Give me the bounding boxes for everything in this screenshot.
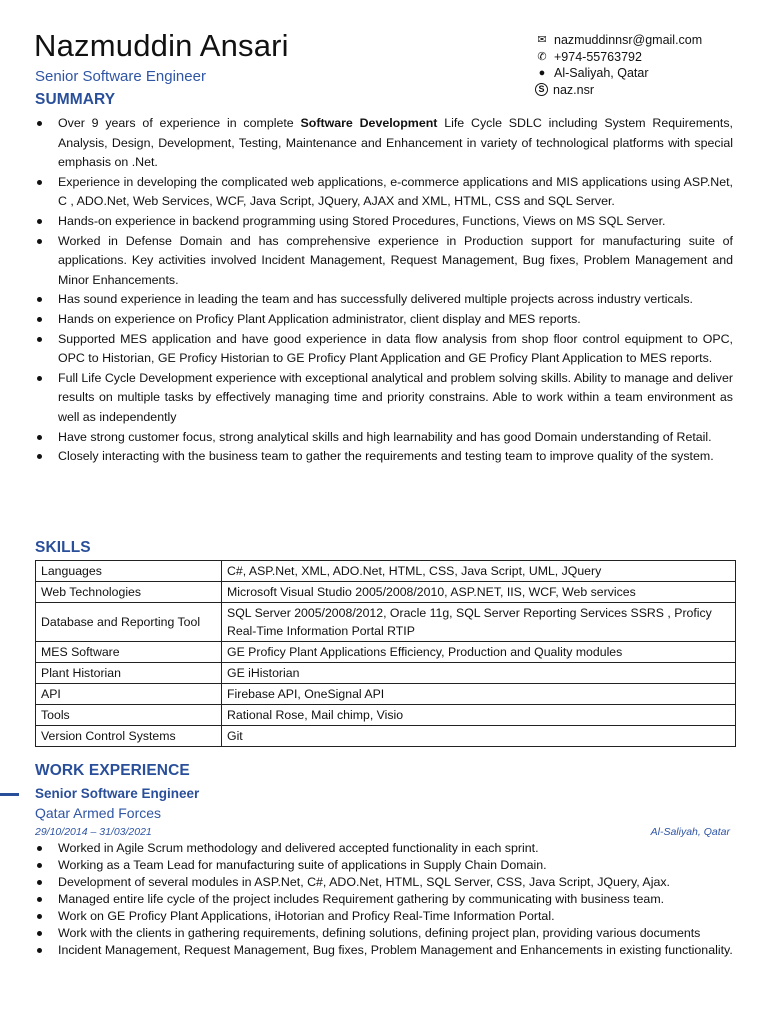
text: Life Cycle SDLC including System Requirements, Analysis, Design, Development, Testing, Maintenance and Enhancement in variety of technological platforms with special emphasis on .Net. [58, 116, 733, 170]
skill-value: Firebase API, OneSignal API [222, 684, 736, 705]
list-item: Hands-on experience in backend programming using Stored Procedures, Functions, Views on MS SQL Server. [35, 212, 733, 232]
skill-value: SQL Server 2005/2008/2012, Oracle 11g, SQL Server Reporting Services SSRS , Proficy Real-Time Information Portal RTIP [222, 603, 736, 642]
table-row [36, 684, 736, 705]
company-name: Qatar Armed Forces [35, 805, 162, 821]
envelope-icon: ✉ [537, 34, 547, 46]
list-item: Full Life Cycle Development experience with exceptional analytical and problem solving skills. Ability to manage and deliver results on multiple tasks by effectively managing time and priority constrains. Able to work within a team environment as well as independently [35, 369, 733, 428]
bold-text: Software Development [300, 116, 438, 130]
table-row [36, 726, 736, 747]
phone-text: +974-55763792 [554, 49, 642, 64]
table-row [36, 603, 736, 642]
contact-email [535, 32, 702, 49]
list-item: Supported MES application and have good experience in data flow analysis from shop floor control equipment to OPC, OPC to Historian, GE Proficy Historian to GE Proficy Plant Application and GE Proficy Plant Application to MES reports. [35, 330, 733, 369]
list-item: Closely interacting with the business team to gather the requirements and testing team to improve quality of the system. [35, 447, 733, 467]
section-marker [0, 793, 19, 796]
table-row [36, 582, 736, 603]
list-item: Incident Management, Request Management, Bug fixes, Problem Management and Enhancements in existing functionality. [35, 942, 733, 959]
skill-value: GE Proficy Plant Applications Efficiency, Production and Quality modules [222, 642, 736, 663]
list-item: Have strong customer focus, strong analytical skills and high learnability and has good Domain understanding of Retail. [35, 428, 733, 448]
summary-list [35, 114, 733, 467]
skype-text: naz.nsr [553, 82, 594, 97]
skill-value: Microsoft Visual Studio 2005/2008/2010, ASP.NET, IIS, WCF, Web services [222, 582, 736, 603]
list-item: Worked in Defense Domain and has comprehensive experience in Production support for manufacturing suite of applications. Key activities involved Incident Management, Request Management, Bug fixes, Problem Management and Minor Enhancements. [35, 232, 733, 291]
skill-value: GE iHistorian [222, 663, 736, 684]
list-item: Worked in Agile Scrum methodology and delivered accepted functionality in each sprint. [35, 840, 733, 857]
list-item: Working as a Team Lead for manufacturing suite of applications in Supply Chain Domain. [35, 857, 733, 874]
contact-phone [535, 49, 702, 66]
skills-heading: SKILLS [35, 539, 91, 556]
contact-skype [535, 82, 702, 99]
candidate-name: Nazmuddin Ansari [34, 28, 289, 63]
email-link[interactable]: nazmuddinnsr@gmail.com [554, 33, 703, 47]
skill-category: Plant Historian [36, 663, 222, 684]
summary-heading: SUMMARY [35, 91, 116, 108]
candidate-title: Senior Software Engineer [35, 68, 206, 85]
contact-location [535, 65, 702, 82]
list-item [35, 114, 733, 173]
list-item: Has sound experience in leading the team and has successfully delivered multiple projects across industry verticals. [35, 290, 733, 310]
list-item: Work with the clients in gathering requirements, defining solutions, defining project plan, providing various documents [35, 925, 733, 942]
table-row [36, 561, 736, 582]
skill-category: Web Technologies [36, 582, 222, 603]
skills-table [35, 560, 736, 747]
table-row [36, 642, 736, 663]
location-pin-icon: ● [538, 67, 546, 79]
text: Over 9 years of experience in complete [58, 116, 301, 130]
skype-icon: S [535, 83, 548, 96]
contact-block [535, 32, 702, 98]
skill-value: Git [222, 726, 736, 747]
list-item: Managed entire life cycle of the project includes Requirement gathering by communicating with business team. [35, 891, 733, 908]
list-item: Hands on experience on Proficy Plant Application administrator, client display and MES reports. [35, 310, 733, 330]
table-row [36, 663, 736, 684]
skill-category: MES Software [36, 642, 222, 663]
list-item: Development of several modules in ASP.Net, C#, ADO.Net, HTML, SQL Server, CSS, Java Script, JQuery, Ajax. [35, 874, 733, 891]
job-dates: 29/10/2014 – 31/03/2021 [35, 826, 152, 838]
list-item: Experience in developing the complicated web applications, e-commerce applications and MIS applications using ASP.Net, C , ADO.Net, Web Services, WCF, Java Script, JQuery, AJAX and XML, HTML, CSS and SQL Server. [35, 173, 733, 212]
job-title: Senior Software Engineer [35, 786, 200, 801]
skill-category: Version Control Systems [36, 726, 222, 747]
job-location: Al-Saliyah, Qatar [650, 826, 730, 838]
skill-category: API [36, 684, 222, 705]
skill-category: Tools [36, 705, 222, 726]
list-item: Work on GE Proficy Plant Applications, iHotorian and Proficy Real-Time Information Portal. [35, 908, 733, 925]
location-text: Al-Saliyah, Qatar [554, 66, 649, 80]
skill-value: Rational Rose, Mail chimp, Visio [222, 705, 736, 726]
skill-category: Database and Reporting Tool [36, 603, 222, 642]
work-list [35, 840, 733, 959]
phone-icon: ✆ [537, 50, 547, 63]
skill-category: Languages [36, 561, 222, 582]
work-heading: WORK EXPERIENCE [35, 762, 190, 779]
skill-value: C#, ASP.Net, XML, ADO.Net, HTML, CSS, Java Script, UML, JQuery [222, 561, 736, 582]
table-row [36, 705, 736, 726]
